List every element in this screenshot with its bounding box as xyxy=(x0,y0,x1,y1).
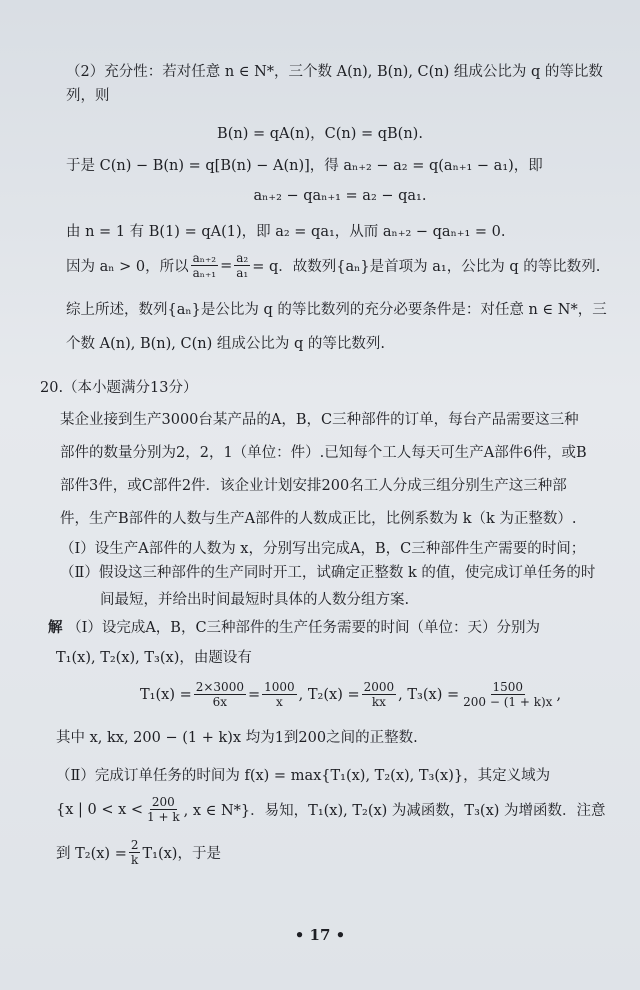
text-segment: （Ⅰ）设完成A，B，C三种部件的生产任务需要的时间（单位：天）分别为 xyxy=(67,620,541,636)
text-line: 列，则 xyxy=(66,88,110,104)
text-line: （Ⅰ）设生产A部件的人数为 x，分别写出完成A，B，C三种部件生产需要的时间； xyxy=(60,541,586,557)
equation-line: aₙ₊₂ − qaₙ₊₁ = a₂ − qa₁. xyxy=(253,188,427,204)
text-segment: = q．故数列{aₙ}是首项为 a₁，公比为 q 的等比数列. xyxy=(252,259,601,275)
page-number: • 17 • xyxy=(294,926,346,944)
text-line: 件，生产B部件的人数与生产A部件的人数成正比，比例系数为 k（k 为正整数）. xyxy=(60,511,577,527)
text-line: 综上所述，数列{aₙ}是公比为 q 的等比数列的充分必要条件是：对任意 n ∈ N*，三 xyxy=(66,302,607,318)
fraction-denominator: a₁ xyxy=(236,266,249,280)
text-segment: , xyxy=(556,686,562,703)
solution-label: 解 xyxy=(48,619,63,636)
text-line: 部件的数量分别为2，2，1（单位：件）.已知每个工人每天可生产A部件6件，或B xyxy=(60,445,587,461)
fraction xyxy=(362,680,397,709)
fraction-numerator: 1500 xyxy=(492,680,524,694)
solution-line xyxy=(48,618,540,638)
fraction-denominator: 200 − (1 + k)x xyxy=(463,695,553,709)
text-line: 间最短，并给出时间最短时具体的人数分组方案. xyxy=(100,592,410,608)
fraction xyxy=(461,680,554,709)
fraction xyxy=(191,251,219,280)
text-line: （Ⅱ）假设这三种部件的生产同时开工，试确定正整数 k 的值，使完成订单任务的时 xyxy=(60,565,596,581)
text-segment: {x | 0 < x < xyxy=(56,801,144,818)
text-segment: = xyxy=(220,257,233,274)
text-segment: 到 T₂(x) = xyxy=(56,846,127,862)
text-line: 某企业接到生产3000台某产品的A，B，C三种部件的订单，每台产品需要这三种 xyxy=(60,412,579,428)
fraction-denominator: x xyxy=(276,695,283,709)
text-segment: , x ∈ N*}．易知，T₁(x), T₂(x) 为减函数，T₃(x) 为增函数．注意 xyxy=(183,803,606,819)
text-segment: , T₂(x) = xyxy=(298,686,360,703)
fraction-denominator: 1 + k xyxy=(147,810,180,824)
fraction xyxy=(145,795,182,824)
text-segment: 因为 aₙ > 0，所以 xyxy=(66,259,189,275)
question-heading: 20.（本小题满分13分） xyxy=(40,380,198,396)
text-line: 由 n = 1 有 B(1) = qA(1)，即 a₂ = qa₁，从而 aₙ₊₂ − qaₙ₊₁ = 0. xyxy=(66,224,506,240)
equation-line: B(n) = qA(n)，C(n) = qB(n). xyxy=(217,126,423,142)
fraction-denominator: k xyxy=(131,853,139,867)
text-line: 个数 A(n), B(n), C(n) 组成公比为 q 的等比数列. xyxy=(66,336,385,352)
text-line: T₁(x), T₂(x), T₃(x)，由题设有 xyxy=(56,650,252,666)
fraction-numerator: 2000 xyxy=(363,680,395,694)
fraction-numerator: 2 xyxy=(130,838,139,852)
text-line: （Ⅱ）完成订单任务的时间为 f(x) = max{T₁(x), T₂(x), T₃(x)}，其定义域为 xyxy=(56,768,551,784)
fraction-numerator: 200 xyxy=(151,795,175,809)
fraction-denominator: aₙ₊₁ xyxy=(192,266,217,280)
text-line: （2）充分性：若对任意 n ∈ N*，三个数 A(n), B(n), C(n) 组成公比为 q 的等比数 xyxy=(66,64,603,80)
text-line: 其中 x, kx, 200 − (1 + k)x 均为1到200之间的正整数. xyxy=(56,730,418,746)
fraction-numerator: 1000 xyxy=(264,680,295,694)
text-line: 部件3件，或C部件2件．该企业计划安排200名工人分成三组分别生产这三种部 xyxy=(60,478,567,494)
text-segment: T₁(x) = xyxy=(140,686,192,703)
fraction xyxy=(194,680,246,709)
fraction-numerator: aₙ₊₂ xyxy=(192,251,217,265)
fraction-numerator: a₂ xyxy=(236,251,249,265)
fraction xyxy=(262,680,297,709)
equation-fractions xyxy=(140,680,561,709)
fraction xyxy=(129,838,141,867)
text-segment: , T₃(x) = xyxy=(398,686,460,703)
fraction-line xyxy=(66,251,600,280)
fraction-numerator: 2×3000 xyxy=(195,680,244,694)
fraction-line xyxy=(56,795,606,824)
text-segment: T₁(x)，于是 xyxy=(142,846,221,862)
text-segment: = xyxy=(247,686,261,703)
fraction-line xyxy=(56,838,221,867)
fraction-denominator: kx xyxy=(371,695,386,709)
text-line: 于是 C(n) − B(n) = q[B(n) − A(n)]，得 aₙ₊₂ − a₂ = q(aₙ₊₁ − a₁)，即 xyxy=(66,158,543,174)
fraction-denominator: 6x xyxy=(212,695,228,709)
fraction xyxy=(234,251,250,280)
